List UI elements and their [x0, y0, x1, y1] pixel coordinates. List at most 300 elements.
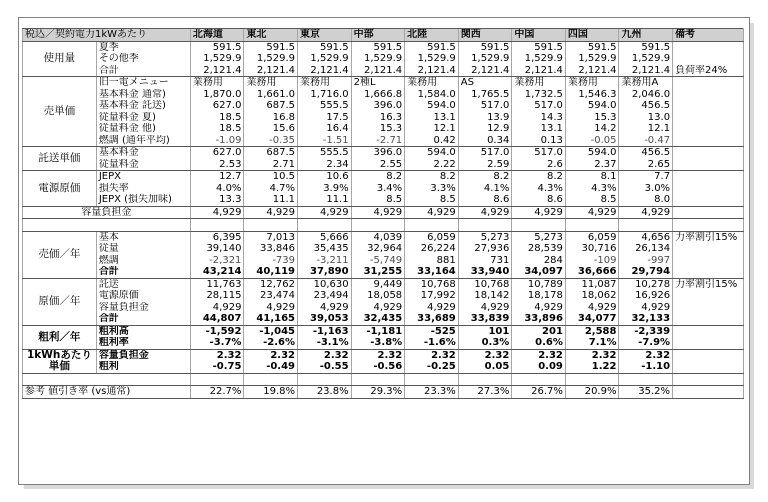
note-cell	[673, 135, 744, 147]
value-cell: 14.2	[565, 123, 619, 135]
table-row	[23, 231, 744, 243]
header-row	[23, 29, 744, 42]
value-cell: 11,763	[190, 278, 244, 290]
value-cell: 4,039	[351, 231, 405, 243]
value-cell: 6,059	[405, 231, 459, 243]
row-label: 旧一電メニュー	[96, 77, 190, 89]
table-row	[23, 194, 744, 206]
value-cell: 2,121.4	[351, 65, 405, 77]
group-label: 売価／年	[23, 231, 97, 278]
value-cell: 13.1	[405, 112, 459, 124]
value-cell: 29,794	[619, 266, 673, 278]
value-cell: 1,529.9	[190, 53, 244, 65]
value-cell: 33,940	[458, 266, 512, 278]
empty-cell	[565, 219, 619, 232]
region-header: 北陸	[405, 29, 459, 42]
value-cell: 0.3%	[458, 337, 512, 349]
value-cell: 1,529.9	[244, 53, 298, 65]
value-cell: 35.2%	[619, 386, 673, 399]
value-cell: 43,214	[190, 266, 244, 278]
value-cell: 2,121.4	[405, 65, 459, 77]
empty-cell	[244, 219, 298, 232]
empty-cell	[23, 373, 191, 386]
value-cell: 8.2	[405, 171, 459, 183]
group-label-line2: 単価	[48, 360, 70, 372]
row-label: 託送	[96, 278, 190, 290]
value-cell: 2,121.4	[298, 65, 352, 77]
empty-cell	[512, 373, 566, 386]
region-header: 東北	[244, 29, 298, 42]
value-cell: 687.5	[244, 147, 298, 159]
value-cell: 6,059	[565, 231, 619, 243]
value-cell: 2.32	[298, 349, 352, 361]
value-cell: 10,630	[298, 278, 352, 290]
empty-cell	[619, 219, 673, 232]
value-cell: 29.3%	[351, 386, 405, 399]
table-row	[23, 65, 744, 77]
value-cell: 8.0	[619, 194, 673, 206]
menu-cell: 業務用	[405, 77, 459, 89]
value-cell: 32,964	[351, 243, 405, 255]
value-cell: 11.1	[298, 194, 352, 206]
value-cell: 8.2	[351, 171, 405, 183]
value-cell: -7.9%	[619, 337, 673, 349]
value-cell: 2,121.4	[565, 65, 619, 77]
blank-row	[23, 219, 744, 232]
value-cell: 27.3%	[458, 386, 512, 399]
value-cell: 396.0	[351, 147, 405, 159]
table-row	[23, 171, 744, 183]
value-cell: 1,765.5	[458, 89, 512, 101]
empty-cell	[673, 373, 744, 386]
row-label: JEPX	[96, 171, 190, 183]
value-cell: 2.32	[565, 349, 619, 361]
value-cell: 13.0	[619, 112, 673, 124]
value-cell: 33,689	[405, 313, 459, 325]
value-cell: 2,121.4	[244, 65, 298, 77]
value-cell: 2.6	[512, 159, 566, 171]
value-cell: 8.5	[405, 194, 459, 206]
value-cell: 687.5	[244, 100, 298, 112]
note-cell	[673, 147, 744, 159]
value-cell: 33,839	[458, 313, 512, 325]
value-cell: 2.22	[405, 159, 459, 171]
value-cell: 39,053	[298, 313, 352, 325]
empty-cell	[298, 373, 352, 386]
value-cell: 30,716	[565, 243, 619, 255]
value-cell: 8.6	[458, 194, 512, 206]
value-cell: -3.8%	[351, 337, 405, 349]
row-label: 合計	[96, 266, 190, 278]
row-label: 基本	[96, 231, 190, 243]
value-cell: -3.7%	[190, 337, 244, 349]
empty-cell	[351, 373, 405, 386]
value-cell: 7,013	[244, 231, 298, 243]
value-cell: 15.3	[351, 123, 405, 135]
note-cell	[673, 266, 744, 278]
table-row	[23, 313, 744, 325]
value-cell: -1.51	[298, 135, 352, 147]
value-cell: 2.32	[351, 349, 405, 361]
value-cell: -109	[565, 255, 619, 267]
value-cell: 23,474	[244, 290, 298, 302]
value-cell: 594.0	[565, 100, 619, 112]
value-cell: 19.8%	[244, 386, 298, 399]
value-cell: 9,449	[351, 278, 405, 290]
value-cell: -0.75	[190, 361, 244, 373]
value-cell: 201	[512, 325, 566, 337]
row-label: 容量負担金	[96, 302, 190, 314]
value-cell: 591.5	[512, 41, 566, 53]
value-cell: 23.8%	[298, 386, 352, 399]
value-cell: 8.5	[351, 194, 405, 206]
row-label: 合計	[96, 313, 190, 325]
value-cell: 555.5	[298, 100, 352, 112]
value-cell: 1,529.9	[405, 53, 459, 65]
value-cell: 16,926	[619, 290, 673, 302]
value-cell: 284	[512, 255, 566, 267]
menu-cell: 業務用A	[619, 77, 673, 89]
note-cell	[673, 171, 744, 183]
note-header: 備考	[673, 29, 744, 42]
value-cell: -0.49	[244, 361, 298, 373]
value-cell: 2.59	[458, 159, 512, 171]
value-cell: 11,087	[565, 278, 619, 290]
value-cell: 10.5	[244, 171, 298, 183]
value-cell: 26.7%	[512, 386, 566, 399]
value-cell: 3.0%	[619, 183, 673, 195]
value-cell: -0.35	[244, 135, 298, 147]
table-row	[23, 278, 744, 290]
value-cell: 881	[405, 255, 459, 267]
note-cell: 力率割引15%	[673, 231, 744, 243]
value-cell: -0.05	[565, 135, 619, 147]
value-cell: 2,121.4	[190, 65, 244, 77]
table-row	[23, 147, 744, 159]
empty-cell	[405, 373, 459, 386]
value-cell: 591.5	[405, 41, 459, 53]
region-header: 北海道	[190, 29, 244, 42]
region-header: 中部	[351, 29, 405, 42]
value-cell: 2.32	[619, 349, 673, 361]
value-cell: 18,178	[512, 290, 566, 302]
value-cell: -2.71	[351, 135, 405, 147]
table-row	[23, 290, 744, 302]
value-cell: -739	[244, 255, 298, 267]
value-cell: 1,529.9	[298, 53, 352, 65]
region-header: 関西	[458, 29, 512, 42]
value-cell: -1,163	[298, 325, 352, 337]
region-header: 東京	[298, 29, 352, 42]
table-row	[23, 159, 744, 171]
value-cell: 2,046.0	[619, 89, 673, 101]
note-cell	[673, 89, 744, 101]
value-cell: 456.5	[619, 147, 673, 159]
value-cell: 2.32	[405, 349, 459, 361]
value-cell: 4.3%	[512, 183, 566, 195]
value-cell: 23.3%	[405, 386, 459, 399]
value-cell: 4,929	[351, 302, 405, 314]
note-cell	[673, 302, 744, 314]
value-cell: 4,929	[619, 206, 673, 219]
note-cell	[673, 313, 744, 325]
table-row	[23, 89, 744, 101]
value-cell: 44,807	[190, 313, 244, 325]
value-cell: -1.09	[190, 135, 244, 147]
empty-cell	[351, 219, 405, 232]
empty-cell	[458, 373, 512, 386]
row-label: 従量	[96, 243, 190, 255]
value-cell: 10,278	[619, 278, 673, 290]
value-cell: 2.32	[512, 349, 566, 361]
value-cell: 36,666	[565, 266, 619, 278]
value-cell: 1,529.9	[458, 53, 512, 65]
value-cell: 4,929	[565, 302, 619, 314]
table-row	[23, 135, 744, 147]
table-row	[23, 123, 744, 135]
value-cell: 591.5	[458, 41, 512, 53]
value-cell: 34,077	[565, 313, 619, 325]
empty-cell	[673, 219, 744, 232]
value-cell: 41,165	[244, 313, 298, 325]
row-label: 損失率	[96, 183, 190, 195]
note-cell	[673, 183, 744, 195]
region-header: 四国	[565, 29, 619, 42]
value-cell: 12.7	[190, 171, 244, 183]
value-cell: -2,321	[190, 255, 244, 267]
value-cell: 2,121.4	[619, 65, 673, 77]
value-cell: 1,870.0	[190, 89, 244, 101]
value-cell: 6,395	[190, 231, 244, 243]
value-cell: 12,762	[244, 278, 298, 290]
value-cell: 4,929	[565, 206, 619, 219]
value-cell: 4,929	[298, 206, 352, 219]
table-row	[23, 100, 744, 112]
row-label: 従量料金 夏)	[96, 112, 190, 124]
value-cell: 4,929	[512, 302, 566, 314]
value-cell: 28,115	[190, 290, 244, 302]
value-cell: 4,929	[190, 302, 244, 314]
row-label: 容量負担金	[23, 206, 191, 219]
row-label: 粗利高	[96, 325, 190, 337]
note-cell	[673, 325, 744, 337]
value-cell: 101	[458, 325, 512, 337]
group-label: 電源原価	[23, 171, 97, 207]
empty-cell	[190, 373, 244, 386]
value-cell: 16.3	[351, 112, 405, 124]
menu-cell: 2種L	[351, 77, 405, 89]
value-cell: 20.9%	[565, 386, 619, 399]
value-cell: 28,539	[512, 243, 566, 255]
value-cell: 22.7%	[190, 386, 244, 399]
value-cell: 18,062	[565, 290, 619, 302]
note-cell	[673, 100, 744, 112]
note-cell	[673, 386, 744, 399]
value-cell: 0.34	[458, 135, 512, 147]
table-row	[23, 243, 744, 255]
value-cell: -1,181	[351, 325, 405, 337]
note-cell	[673, 349, 744, 361]
row-label: 電源原価	[96, 290, 190, 302]
value-cell: 27,936	[458, 243, 512, 255]
empty-cell	[298, 219, 352, 232]
value-cell: 5,273	[512, 231, 566, 243]
value-cell: -0.47	[619, 135, 673, 147]
empty-cell	[619, 373, 673, 386]
value-cell: -1.6%	[405, 337, 459, 349]
note-cell: 負荷率24%	[673, 65, 744, 77]
value-cell: -2,339	[619, 325, 673, 337]
value-cell: 4.0%	[190, 183, 244, 195]
value-cell: 10.6	[298, 171, 352, 183]
note-cell	[673, 77, 744, 89]
value-cell: 731	[458, 255, 512, 267]
value-cell: 0.42	[405, 135, 459, 147]
menu-cell: 業務用	[244, 77, 298, 89]
table-row	[23, 53, 744, 65]
note-cell	[673, 53, 744, 65]
row-label: 従量料金	[96, 159, 190, 171]
value-cell: 32,435	[351, 313, 405, 325]
value-cell: 3.3%	[405, 183, 459, 195]
value-cell: 12.1	[405, 123, 459, 135]
value-cell: 1,584.0	[405, 89, 459, 101]
value-cell: 4,929	[351, 206, 405, 219]
value-cell: -3,211	[298, 255, 352, 267]
row-label: 粗利率	[96, 337, 190, 349]
value-cell: 1,546.3	[565, 89, 619, 101]
value-cell: 8.1	[565, 171, 619, 183]
value-cell: 26,224	[405, 243, 459, 255]
value-cell: 517.0	[512, 147, 566, 159]
empty-cell	[244, 373, 298, 386]
price-comparison-table	[22, 28, 744, 399]
row-label: 燃調 (通年平均)	[96, 135, 190, 147]
value-cell: 33,164	[405, 266, 459, 278]
value-cell: -0.25	[405, 361, 459, 373]
value-cell: 591.5	[298, 41, 352, 53]
value-cell: 37,890	[298, 266, 352, 278]
blank-row	[23, 373, 744, 386]
value-cell: 18,058	[351, 290, 405, 302]
region-header: 中国	[512, 29, 566, 42]
region-header: 九州	[619, 29, 673, 42]
menu-cell: 業務用	[190, 77, 244, 89]
empty-cell	[23, 219, 191, 232]
value-cell: 2.55	[351, 159, 405, 171]
value-cell: 17,992	[405, 290, 459, 302]
value-cell: 0.09	[512, 361, 566, 373]
value-cell: 2.37	[565, 159, 619, 171]
value-cell: 0.05	[458, 361, 512, 373]
empty-cell	[190, 219, 244, 232]
note-cell	[673, 361, 744, 373]
value-cell: 2.53	[190, 159, 244, 171]
value-cell: 2.32	[458, 349, 512, 361]
value-cell: 8.2	[512, 171, 566, 183]
value-cell: 4,929	[190, 206, 244, 219]
value-cell: 4,929	[244, 302, 298, 314]
value-cell: -1,045	[244, 325, 298, 337]
value-cell: 2,121.4	[458, 65, 512, 77]
value-cell: 4.3%	[565, 183, 619, 195]
value-cell: 4.1%	[458, 183, 512, 195]
row-label: 粗利	[96, 361, 190, 373]
value-cell: 18.5	[190, 123, 244, 135]
group-label	[23, 349, 97, 373]
value-cell: 594.0	[565, 147, 619, 159]
value-cell: 591.5	[190, 41, 244, 53]
value-cell: 591.5	[244, 41, 298, 53]
row-label: 基本料金 託送)	[96, 100, 190, 112]
value-cell: -2.6%	[244, 337, 298, 349]
value-cell: 4,929	[298, 302, 352, 314]
row-label: 夏季	[96, 41, 190, 53]
value-cell: 1,529.9	[512, 53, 566, 65]
value-cell: 10,768	[458, 278, 512, 290]
value-cell: 4,929	[512, 206, 566, 219]
value-cell: 1,716.0	[298, 89, 352, 101]
value-cell: 0.6%	[512, 337, 566, 349]
value-cell: 591.5	[565, 41, 619, 53]
row-label: 従量料金 他)	[96, 123, 190, 135]
menu-cell: 業務用	[298, 77, 352, 89]
note-cell	[673, 290, 744, 302]
value-cell: 15.6	[244, 123, 298, 135]
value-cell: 1,529.9	[619, 53, 673, 65]
value-cell: 8.5	[565, 194, 619, 206]
note-cell	[673, 112, 744, 124]
table-row	[23, 302, 744, 314]
table-row	[23, 112, 744, 124]
note-cell	[673, 123, 744, 135]
row-label: 合計	[96, 65, 190, 77]
value-cell: -5,749	[351, 255, 405, 267]
value-cell: 1.22	[565, 361, 619, 373]
value-cell: 2.32	[190, 349, 244, 361]
value-cell: 5,666	[298, 231, 352, 243]
value-cell: 591.5	[351, 41, 405, 53]
value-cell: 2.71	[244, 159, 298, 171]
table-row	[23, 337, 744, 349]
row-label: 容量負担金	[96, 349, 190, 361]
value-cell: 7.7	[619, 171, 673, 183]
group-label: 原価／年	[23, 278, 97, 325]
value-cell: 34,097	[512, 266, 566, 278]
note-cell	[673, 337, 744, 349]
value-cell: 3.9%	[298, 183, 352, 195]
value-cell: -0.55	[298, 361, 352, 373]
row-label: JEPX (損失加味)	[96, 194, 190, 206]
empty-cell	[405, 219, 459, 232]
note-cell: 力率割引15%	[673, 278, 744, 290]
value-cell: 35,435	[298, 243, 352, 255]
value-cell: 4,929	[458, 206, 512, 219]
group-label: 粗利／年	[23, 325, 97, 349]
value-cell: 33,896	[512, 313, 566, 325]
value-cell: 594.0	[405, 147, 459, 159]
value-cell: 16.4	[298, 123, 352, 135]
value-cell: 4,929	[405, 302, 459, 314]
value-cell: 627.0	[190, 100, 244, 112]
value-cell: 11.1	[244, 194, 298, 206]
value-cell: 14.3	[512, 112, 566, 124]
value-cell: 517.0	[458, 100, 512, 112]
value-cell: 15.3	[565, 112, 619, 124]
value-cell: 4,929	[458, 302, 512, 314]
value-cell: 13.1	[512, 123, 566, 135]
value-cell: 12.9	[458, 123, 512, 135]
